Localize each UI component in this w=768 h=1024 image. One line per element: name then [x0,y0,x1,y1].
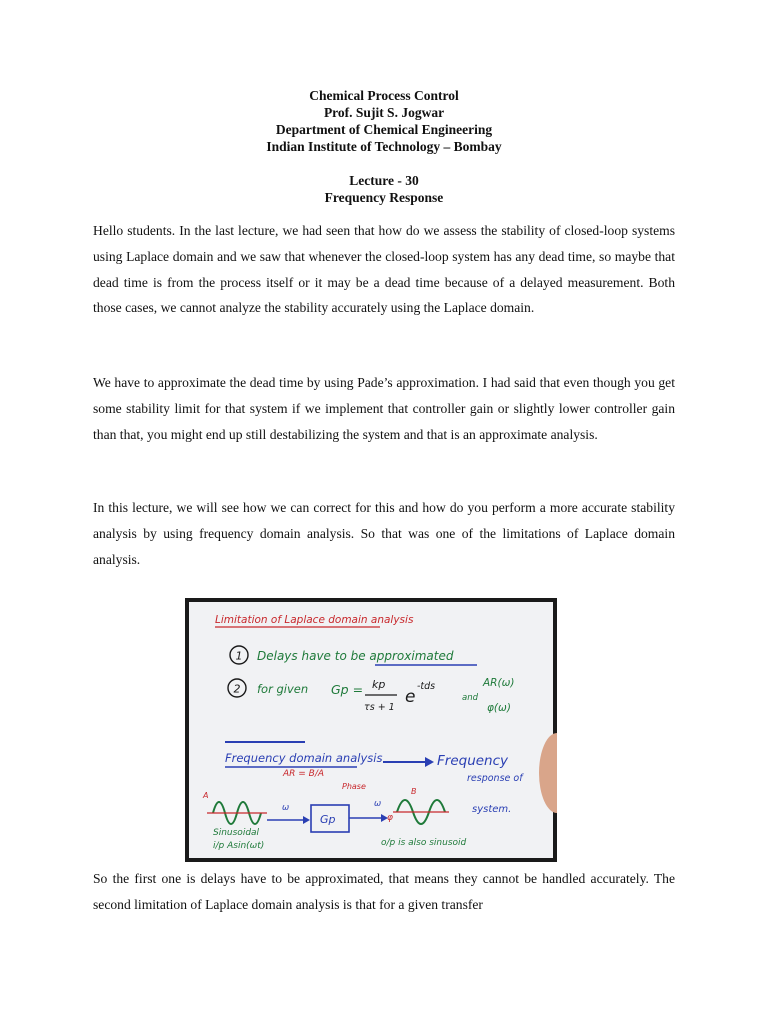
input-description-line2: i/p Asin(ωt) [213,841,265,851]
paragraph: So the first one is delays have to be approximated, that means they cannot be handled accurately. The second limitation of Laplace domain analysis is that for a given transfer [93,871,675,912]
frequency-result-line2: response of [467,773,523,784]
and-label: and [462,693,478,703]
phase-mark: φ [387,813,393,823]
input-amplitude-label: A [203,791,209,800]
lecture-number: Lecture - 30 [349,173,419,188]
tf-numerator: kp [372,678,386,691]
lecture-title-block [0,172,768,206]
input-description-line1: Sinusoidal [213,828,260,838]
paragraph: We have to approximate the dead time by using Pade’s approximation. I had said that even though you get some stability limit for that system if we implement that controller gain or slightly lower controller gain than that, you might end up still destabilizing the system and that is an approximate analysis. [93,375,675,442]
frequency-domain-heading: Frequency domain analysis [225,751,383,765]
paragraph: In this lecture, we will see how we can correct for this and how do you perform a more accurate stability analysis by using frequency domain analysis. So that was one of the limitations of Laplace domain analysis. [93,500,675,567]
lecture-topic: Frequency Response [324,190,444,205]
item-one-number: 1 [235,649,243,663]
professor-name: Prof. Sujit S. Jogwar [323,105,445,120]
item-two-prefix: for given [257,682,309,696]
output-description: o/p is also sinusoid [381,838,467,848]
phase-label: Phase [342,782,366,791]
lecture-header [0,87,768,155]
frequency-result-line1: Frequency [437,753,509,769]
output-amplitude-label: B [411,787,417,796]
amplitude-ratio-label: AR(ω) [483,677,515,689]
exponential-base: e [405,687,416,707]
process-block-label: Gp [320,813,336,826]
department-name: Department of Chemical Engineering [275,122,493,137]
tf-denominator: τs + 1 [364,702,395,713]
course-title: Chemical Process Control [309,88,459,103]
whiteboard-figure [185,598,557,862]
exponent: -tds [417,681,436,692]
figure-heading: Limitation of Laplace domain analysis [215,614,414,626]
phase-function-label: φ(ω) [487,702,511,714]
input-frequency-label: ω [282,803,290,813]
institute-name: Indian Institute of Technology – Bombay [266,139,502,154]
whiteboard-surface [189,602,553,858]
item-one-text: Delays have to be approximated [257,649,454,663]
output-frequency-label: ω [374,799,382,809]
amplitude-ratio-equation: AR = B/A [283,769,325,779]
whiteboard-svg [185,598,557,862]
paragraph: Hello students. In the last lecture, we had seen that how do we assess the stability of closed-loop systems using Laplace domain and we saw that whenever the closed-loop system has any dead time, so maybe that dead time is from the process itself or it may be a dead time because of a delayed measurement. Both those cases, we cannot analyze the stability accurately using the Laplace domain. [93,223,675,316]
transfer-function-label: Gp = [331,682,364,697]
item-two-number: 2 [233,682,241,696]
frequency-result-line3: system. [472,804,512,815]
